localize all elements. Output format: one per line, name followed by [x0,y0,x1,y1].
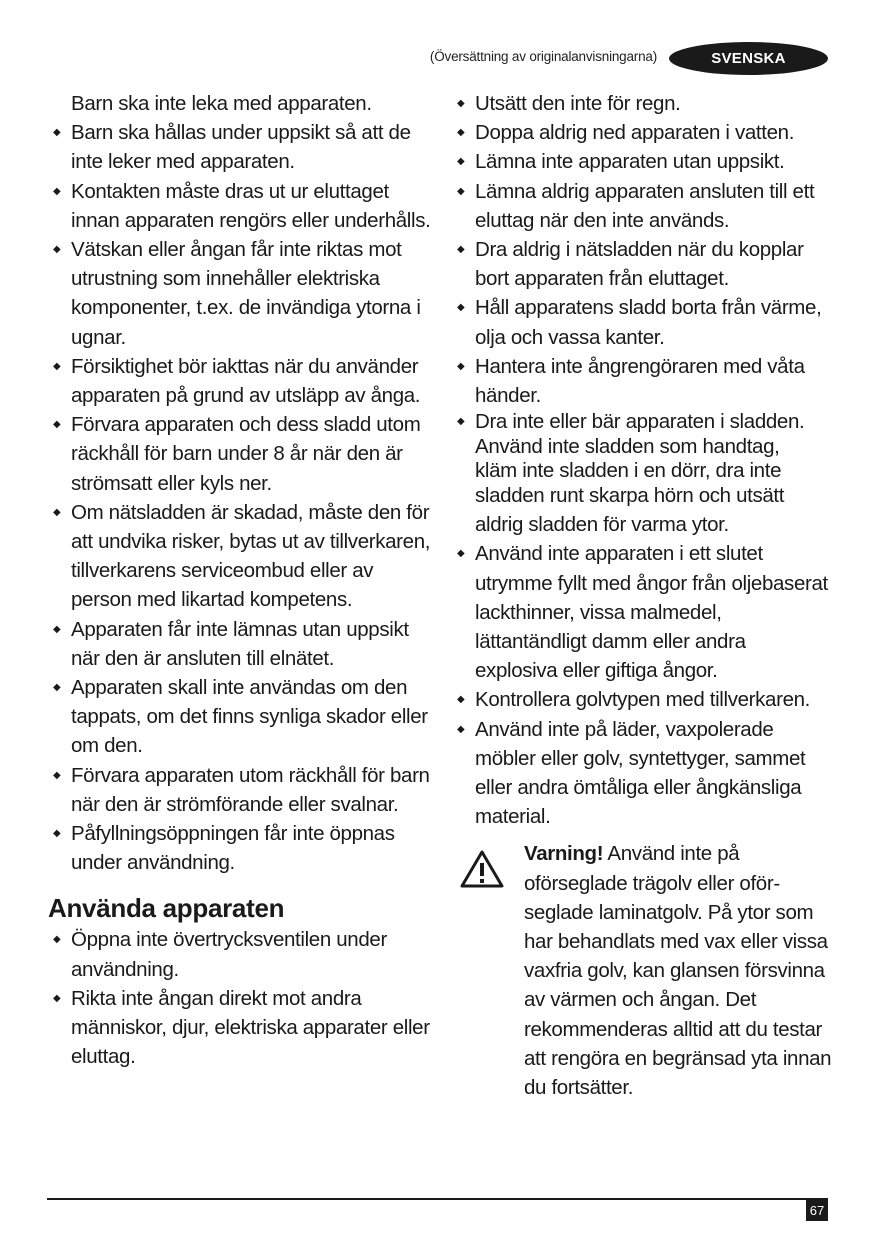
list-item: ◆ Vätskan eller ångan får inte riktas mot utrustning som innehåller elektriska komponenter, t.ex. de invändiga ytorna i ugnar. [48,235,433,352]
bullet-icon: ◆ [53,623,61,635]
bullet-icon: ◆ [53,127,61,139]
line: Använd inte sladden som handtag, [475,434,780,458]
right-column [452,89,832,1102]
bullet-icon: ◆ [457,416,465,428]
safety-list-left [48,118,433,877]
warning-triangle-icon [459,849,505,889]
list-item: ◆ Dra aldrig i nätsladden när du kopplar bort apparaten från eluttaget. [452,235,832,293]
list-item: ◆ Använd inte apparaten i ett slutet utrymme fyllt med ångor från oljebaserat lackthinner, vissa malmedel, lättantändligt damm eller andra explosiva eller giftiga ångor. [452,539,832,685]
bullet-icon: ◆ [53,769,61,781]
bullet-icon: ◆ [53,682,61,694]
bullet-icon: ◆ [53,244,61,256]
line: Dra inte eller bär apparaten i sladden. [475,410,805,434]
list-item: ◆ Apparaten får inte lämnas utan uppsikt när den är ansluten till elnätet. [48,615,433,673]
list-item: ◆ Apparaten skall inte användas om den tappats, om det finns synliga skador eller om den. [48,673,433,761]
bullet-icon: ◆ [53,360,61,372]
list-item: ◆ Håll apparatens sladd borta från värme, olja och vassa kanter. [452,293,832,351]
list-item: ◆ Lämna inte apparaten utan uppsikt. [452,147,832,176]
bullet-icon: ◆ [457,98,465,109]
bullet-icon: ◆ [53,828,61,840]
bullet-icon: ◆ [53,185,61,197]
warning-text: Använd inte på oförseglade trägolv eller oför-seglade laminatgolv. På ytor som har behandlats med vax eller vissa vaxfria golv, kan glansen försvinna av värmen och ångan. Det rekommenderas alltid att du testar att rengöra en begränsad yta innan du fortsätter. [524,842,832,1100]
safety-list-right [452,89,832,831]
bullet-icon: ◆ [53,419,61,431]
list-item-continuation: aldrig sladden för varma ytor. [475,513,729,537]
list-item: ◆ Förvara apparaten utom räckhåll för barn när den är strömförande eller svalnar. [48,761,433,819]
list-item: ◆ Lämna aldrig apparaten ansluten till ett eluttag när den inte används. [452,177,832,235]
usage-list [48,925,433,1071]
list-item: ◆ Förvara apparaten och dess sladd utom räckhåll för barn under 8 år när den är strömsatt eller kyls ner. [48,410,433,498]
bullet-icon: ◆ [53,506,61,518]
list-item: ◆ Kontrollera golvtypen med tillverkaren. [452,685,832,714]
list-item: ◆ Kontakten måste dras ut ur eluttaget innan apparaten rengörs eller underhålls. [48,177,433,235]
bullet-icon: ◆ [457,302,465,314]
header-note: (Översättning av originalanvisningarna) [429,49,657,64]
line: sladden runt skarpa hörn och utsätt [475,483,785,507]
bullet-icon: ◆ [457,244,465,256]
list-item: ◆ Barn ska hållas under uppsikt så att de inte leker med apparaten. [48,118,433,176]
left-column [48,89,433,1072]
bullet-icon: ◆ [53,992,61,1004]
list-item [452,410,832,508]
bullet-icon: ◆ [457,723,465,735]
list-item: ◆ Rikta inte ångan direkt mot andra människor, djur, elektriska apparater eller eluttag. [48,984,433,1072]
language-badge: SVENSKA [669,42,828,75]
list-item: ◆ Öppna inte övertrycksventilen under användning. [48,925,433,983]
bullet-icon: ◆ [457,548,465,560]
bullet-icon: ◆ [457,694,465,706]
bullet-icon: ◆ [457,156,465,168]
bullet-icon: ◆ [53,934,61,946]
line: kläm inte sladden i en dörr, dra inte [475,459,782,483]
page-number: 67 [806,1199,828,1221]
warning-box [452,839,832,1102]
list-item: ◆ Använd inte på läder, vaxpolerade möbler eller golv, syntettyger, sammet eller andra ömtåliga eller ångkänsliga material. [452,715,832,832]
bullet-icon: ◆ [457,360,465,372]
bullet-icon: ◆ [457,185,465,197]
list-item: ◆ Doppa aldrig ned apparaten i vatten. [452,118,832,147]
warning-label: Varning! [524,842,604,866]
list-item: ◆ Utsätt den inte för regn. [452,89,832,118]
continuation-text: Barn ska inte leka med apparaten. [71,92,372,115]
bullet-icon: ◆ [457,127,465,139]
list-item: ◆ Påfyllningsöppningen får inte öppnas under användning. [48,819,433,877]
section-title: Använda apparaten [48,893,285,924]
list-item: ◆ Hantera inte ångrengöraren med våta händer. [452,352,832,410]
list-item: ◆ Försiktighet bör iakttas när du använder apparaten på grund av utsläpp av ånga. [48,352,433,410]
footer-rule [47,1198,828,1200]
list-item: ◆ Om nätsladden är skadad, måste den för att undvika risker, bytas ut av tillverkaren, tillverkarens serviceombud eller av person med likartad kompetens. [48,498,433,615]
